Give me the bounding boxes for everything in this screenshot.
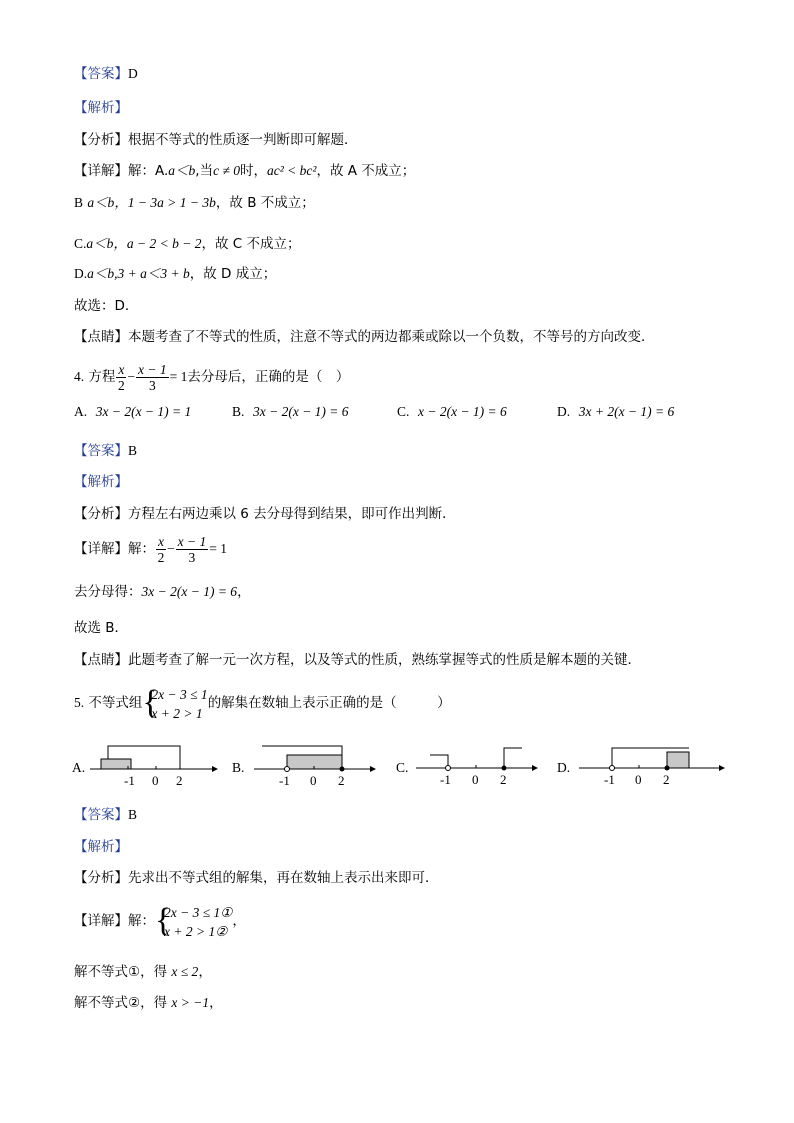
fenxi-tag: 【分析】: [74, 870, 128, 886]
dianjing-text: 此题考查了解一元一次方程，以及等式的性质，熟练掌握等式的性质是解本题的关键．: [128, 652, 641, 668]
q5-solve1-line: [74, 962, 212, 982]
math-expr: ，a − 2 < b − 2: [113, 236, 202, 251]
fraction-num: x: [118, 362, 125, 377]
q4-option-b[interactable]: [232, 404, 349, 420]
text: ，故 A 不成立；: [316, 163, 416, 179]
q5-fenxi-line: [74, 868, 439, 888]
tick-label: 2: [500, 772, 507, 787]
math-cond: a＜b: [86, 236, 114, 251]
q3-dianjing-line: [74, 327, 655, 347]
q3-c-line: [74, 234, 301, 254]
option-text: 3x − 2(x − 1) = 6: [252, 404, 349, 419]
option-label: A.: [74, 404, 88, 419]
dianjing-text: 本题考查了不等式的性质，注意不等式的两边都乘或除以一个负数，不等号的方向改变．: [128, 329, 655, 345]
text: ，: [209, 995, 223, 1011]
q4-choose-line: [74, 618, 128, 638]
tick-label: -1: [440, 772, 451, 787]
fraction-num: x − 1: [177, 534, 207, 549]
math-cond: a＜b: [168, 163, 196, 178]
number-line-c: [396, 742, 546, 790]
equals-one: = 1: [209, 541, 227, 556]
system-row-2: x + 2 > 1: [151, 705, 203, 721]
tick-label: 0: [152, 773, 159, 788]
solve-expr: x ≤ 2: [171, 964, 199, 979]
math-cond: a＜b: [87, 195, 115, 210]
fraction-num: x − 1: [138, 362, 167, 377]
dianjing-tag: 【点睛】: [74, 329, 128, 345]
stem-prefix: 不等式组: [88, 695, 143, 711]
text: ，: [232, 913, 246, 929]
q5-answer-line: [74, 805, 137, 825]
answer-tag: 【答案】: [74, 66, 128, 82]
text: ,当: [195, 163, 214, 179]
q3-answer-line: [74, 64, 138, 84]
text: ，故 D 成立；: [189, 266, 277, 282]
q5-xiangjie-line: [74, 898, 246, 944]
dianjing-tag: 【点睛】: [74, 652, 128, 668]
option-text: 3x − 2(x − 1) = 1: [95, 404, 192, 419]
tick-label: -1: [604, 772, 615, 787]
q4-option-c[interactable]: [397, 404, 507, 420]
solve-expr: x > −1: [171, 995, 210, 1010]
analysis-tag: 【解析】: [74, 839, 128, 855]
q5-solve2-line: [74, 993, 223, 1013]
option-text: 3x + 2(x − 1) = 6: [578, 404, 675, 419]
fraction-den: 3: [148, 378, 156, 393]
number-line-a: [72, 742, 222, 790]
q3-xiangjie-line: [74, 161, 415, 181]
xiangjie-tag: 【详解】: [74, 913, 128, 929]
q5-option-b[interactable]: [232, 742, 382, 790]
system-row-1: 2x − 3 ≤ 1: [151, 686, 208, 702]
number-line-d: [557, 742, 733, 790]
text: ，: [198, 964, 212, 980]
solve-label: 解不等式②，得: [74, 995, 168, 1011]
q4-option-d[interactable]: [557, 404, 674, 420]
math-cond: a＜b: [87, 266, 115, 281]
q4-dianjing-line: [74, 650, 641, 670]
left-brace-icon: {: [155, 901, 172, 939]
tick-label: -1: [124, 773, 135, 788]
tick-label: 2: [176, 773, 183, 788]
minus-sign: −: [127, 369, 136, 384]
math-expr: ,3 + a＜3 + b: [114, 266, 190, 281]
q5-stem: [74, 680, 451, 726]
choose-text: 故选 B．: [74, 620, 129, 636]
option-label: D.: [557, 760, 571, 775]
q5-option-c[interactable]: [396, 742, 546, 790]
system-row-1: 2x − 3 ≤ 1①: [164, 904, 233, 920]
answer-value: B: [128, 807, 138, 822]
step-expr: 3x − 2(x − 1) = 6: [141, 584, 238, 599]
fraction-x-over-2: [116, 362, 126, 393]
stem-suffix: 去分母后，正确的是（ ）: [187, 369, 350, 385]
xiangjie-tag: 【详解】: [74, 541, 128, 557]
q3-b-line: [74, 193, 315, 213]
text: 时，: [240, 163, 267, 179]
option-c-prefix: C.: [74, 236, 87, 251]
option-b-prefix: B: [74, 195, 84, 210]
minus-sign: −: [167, 541, 175, 556]
option-label: A.: [72, 760, 86, 775]
xiangjie-tag: 【详解】: [74, 163, 128, 179]
solve-label: 解不等式①，得: [74, 964, 168, 980]
choose-text: 故选：D．: [74, 298, 139, 314]
q4-option-a[interactable]: [74, 404, 191, 420]
option-text: x − 2(x − 1) = 6: [417, 404, 507, 419]
fraction-x-over-2: [156, 534, 166, 565]
left-brace-icon: {: [142, 683, 159, 721]
fraction-den: 3: [188, 550, 196, 565]
system-row-2: x + 2 > 1②: [164, 923, 228, 939]
q4-fenxi-line: [74, 504, 456, 524]
math-c: c ≠ 0: [213, 163, 240, 178]
option-label: C.: [397, 404, 410, 419]
math-expr: ，1 − 3a > 1 − 3b: [114, 195, 216, 210]
question-number: 5.: [74, 695, 85, 710]
xiangjie-prefix: 解：: [128, 541, 155, 557]
tick-label: 2: [663, 772, 670, 787]
fenxi-tag: 【分析】: [74, 506, 128, 522]
tick-label: 2: [338, 773, 345, 788]
q3-analysis-line: [74, 98, 128, 118]
q4-step-line: [74, 582, 251, 602]
answer-tag: 【答案】: [74, 443, 128, 459]
option-label: B.: [232, 760, 245, 775]
fenxi-tag: 【分析】: [74, 132, 128, 148]
q5-option-d[interactable]: [557, 742, 733, 790]
q3-choose-line: [74, 296, 138, 316]
xiangjie-prefix: 解：: [128, 913, 155, 929]
answer-tag: 【答案】: [74, 807, 128, 823]
fraction-xm1-over-3: [136, 362, 169, 393]
fraction-den: 2: [118, 378, 125, 393]
math-expr: ac² < bc²: [267, 163, 317, 178]
fraction-num: x: [158, 534, 164, 549]
text: ，: [237, 584, 251, 600]
option-label: D.: [557, 404, 571, 419]
q4-analysis-line: [74, 472, 128, 492]
tick-label: 0: [635, 772, 642, 787]
inequality-system: [155, 903, 232, 941]
q4-answer-line: [74, 441, 137, 461]
inequality-system: [142, 685, 207, 723]
fenxi-text: 方程左右两边乘以 6 去分母得到结果，即可作出判断．: [128, 506, 456, 522]
tick-label: 0: [472, 772, 479, 787]
step-label: 去分母得：: [74, 584, 142, 600]
q5-analysis-line: [74, 837, 128, 857]
analysis-tag: 【解析】: [74, 100, 128, 116]
q4-stem: [74, 362, 349, 393]
q5-option-a[interactable]: [72, 742, 222, 790]
tick-label: -1: [279, 773, 290, 788]
stem-prefix: 方程: [88, 369, 116, 385]
number-line-b: [232, 742, 382, 790]
fenxi-text: 先求出不等式组的解集，再在数轴上表示出来即可．: [128, 870, 439, 886]
fraction-xm1-over-3: [176, 534, 209, 565]
text: ，故 C 不成立；: [201, 236, 301, 252]
equals-one: = 1: [169, 369, 188, 384]
answer-value: D: [128, 66, 138, 81]
xiangjie-a-prefix: 解：A.: [128, 163, 169, 179]
option-label: B.: [232, 404, 245, 419]
fenxi-text: 根据不等式的性质逐一判断即可解题．: [128, 132, 358, 148]
q4-xiangjie-line: [74, 532, 227, 566]
q3-d-line: [74, 264, 276, 284]
answer-value: B: [128, 443, 138, 458]
text: ，故 B 不成立；: [215, 195, 315, 211]
tick-label: 0: [310, 773, 317, 788]
option-d-prefix: D.: [74, 266, 88, 281]
q3-fenxi-line: [74, 130, 358, 150]
stem-suffix: 的解集在数轴上表示正确的是（ ）: [207, 695, 451, 711]
question-number: 4.: [74, 369, 85, 384]
analysis-tag: 【解析】: [74, 474, 128, 490]
fraction-den: 2: [157, 550, 165, 565]
option-label: C.: [396, 760, 409, 775]
